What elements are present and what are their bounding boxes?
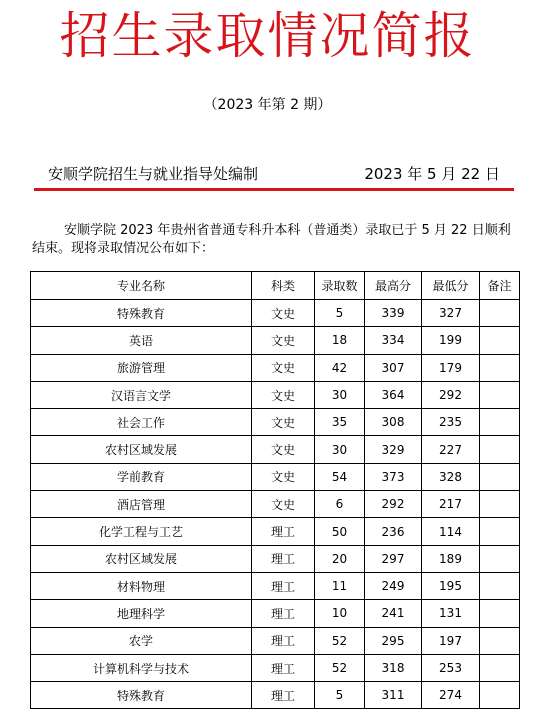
cell-remarks bbox=[480, 600, 520, 627]
table-body bbox=[31, 300, 520, 709]
issue-number: （2023 年第 2 期） bbox=[203, 97, 332, 113]
cell-admitted: 30 bbox=[315, 381, 365, 408]
table-row bbox=[31, 300, 520, 327]
table-row bbox=[31, 354, 520, 381]
table-row bbox=[31, 682, 520, 709]
cell-category: 文史 bbox=[252, 436, 315, 463]
cell-major: 社会工作 bbox=[31, 409, 252, 436]
header-min-score: 最低分 bbox=[422, 272, 480, 300]
cell-major: 特殊教育 bbox=[31, 682, 252, 709]
table-row bbox=[31, 463, 520, 490]
cell-max-score: 241 bbox=[365, 600, 422, 627]
table-row bbox=[31, 491, 520, 518]
cell-major: 材料物理 bbox=[31, 572, 252, 599]
table-row bbox=[31, 381, 520, 408]
cell-admitted: 35 bbox=[315, 409, 365, 436]
cell-admitted: 30 bbox=[315, 436, 365, 463]
cell-category: 文史 bbox=[252, 327, 315, 354]
header-major: 专业名称 bbox=[31, 272, 252, 300]
cell-min-score: 217 bbox=[422, 491, 480, 518]
cell-major: 特殊教育 bbox=[31, 300, 252, 327]
cell-max-score: 295 bbox=[365, 627, 422, 654]
cell-remarks bbox=[480, 381, 520, 408]
table-row bbox=[31, 327, 520, 354]
cell-max-score: 373 bbox=[365, 463, 422, 490]
cell-min-score: 274 bbox=[422, 682, 480, 709]
cell-category: 理工 bbox=[252, 600, 315, 627]
cell-major: 农村区域发展 bbox=[31, 545, 252, 572]
cell-remarks bbox=[480, 354, 520, 381]
cell-major: 酒店管理 bbox=[31, 491, 252, 518]
cell-max-score: 311 bbox=[365, 682, 422, 709]
table-row bbox=[31, 545, 520, 572]
cell-remarks bbox=[480, 654, 520, 681]
table-row bbox=[31, 654, 520, 681]
cell-min-score: 227 bbox=[422, 436, 480, 463]
cell-remarks bbox=[480, 436, 520, 463]
header-max-score: 最高分 bbox=[365, 272, 422, 300]
cell-major: 英语 bbox=[31, 327, 252, 354]
cell-max-score: 308 bbox=[365, 409, 422, 436]
cell-admitted: 42 bbox=[315, 354, 365, 381]
cell-max-score: 292 bbox=[365, 491, 422, 518]
cell-category: 理工 bbox=[252, 518, 315, 545]
cell-min-score: 179 bbox=[422, 354, 480, 381]
cell-min-score: 114 bbox=[422, 518, 480, 545]
table-row bbox=[31, 600, 520, 627]
cell-min-score: 199 bbox=[422, 327, 480, 354]
cell-min-score: 327 bbox=[422, 300, 480, 327]
cell-min-score: 235 bbox=[422, 409, 480, 436]
cell-max-score: 297 bbox=[365, 545, 422, 572]
cell-remarks bbox=[480, 682, 520, 709]
table-row bbox=[31, 572, 520, 599]
cell-max-score: 318 bbox=[365, 654, 422, 681]
table-header-row bbox=[31, 272, 520, 300]
cell-remarks bbox=[480, 463, 520, 490]
table-row bbox=[31, 518, 520, 545]
cell-remarks bbox=[480, 572, 520, 599]
cell-max-score: 236 bbox=[365, 518, 422, 545]
cell-admitted: 18 bbox=[315, 327, 365, 354]
cell-remarks bbox=[480, 545, 520, 572]
cell-category: 文史 bbox=[252, 409, 315, 436]
cell-category: 理工 bbox=[252, 627, 315, 654]
cell-remarks bbox=[480, 300, 520, 327]
cell-remarks bbox=[480, 409, 520, 436]
cell-admitted: 20 bbox=[315, 545, 365, 572]
cell-max-score: 249 bbox=[365, 572, 422, 599]
intro-paragraph: 安顺学院 2023 年贵州省普通专科升本科（普通类）录取已于 5 月 22 日顺利结束。现将录取情况公布如下： bbox=[32, 223, 511, 256]
table-row bbox=[31, 627, 520, 654]
admission-table bbox=[30, 271, 520, 709]
cell-admitted: 52 bbox=[315, 627, 365, 654]
cell-max-score: 334 bbox=[365, 327, 422, 354]
cell-category: 文史 bbox=[252, 354, 315, 381]
cell-max-score: 307 bbox=[365, 354, 422, 381]
report-title: 招生录取情况简报 bbox=[59, 7, 476, 65]
table-row bbox=[31, 436, 520, 463]
header-category: 科类 bbox=[252, 272, 315, 300]
cell-admitted: 5 bbox=[315, 300, 365, 327]
cell-major: 农学 bbox=[31, 627, 252, 654]
publisher-label: 安顺学院招生与就业指导处编制 bbox=[48, 165, 259, 183]
cell-admitted: 52 bbox=[315, 654, 365, 681]
cell-min-score: 197 bbox=[422, 627, 480, 654]
cell-max-score: 364 bbox=[365, 381, 422, 408]
cell-admitted: 50 bbox=[315, 518, 365, 545]
cell-major: 学前教育 bbox=[31, 463, 252, 490]
cell-max-score: 329 bbox=[365, 436, 422, 463]
publish-date: 2023 年 5 月 22 日 bbox=[364, 165, 500, 183]
cell-category: 文史 bbox=[252, 491, 315, 518]
red-divider bbox=[34, 188, 514, 191]
cell-major: 农村区域发展 bbox=[31, 436, 252, 463]
cell-category: 理工 bbox=[252, 682, 315, 709]
cell-admitted: 54 bbox=[315, 463, 365, 490]
header-admitted: 录取数 bbox=[315, 272, 365, 300]
cell-category: 理工 bbox=[252, 654, 315, 681]
cell-major: 汉语言文学 bbox=[31, 381, 252, 408]
cell-min-score: 195 bbox=[422, 572, 480, 599]
cell-min-score: 253 bbox=[422, 654, 480, 681]
cell-admitted: 10 bbox=[315, 600, 365, 627]
cell-max-score: 339 bbox=[365, 300, 422, 327]
cell-admitted: 11 bbox=[315, 572, 365, 599]
header-remarks: 备注 bbox=[480, 272, 520, 300]
cell-remarks bbox=[480, 327, 520, 354]
cell-category: 文史 bbox=[252, 381, 315, 408]
cell-category: 理工 bbox=[252, 545, 315, 572]
cell-remarks bbox=[480, 491, 520, 518]
cell-category: 文史 bbox=[252, 463, 315, 490]
cell-admitted: 6 bbox=[315, 491, 365, 518]
cell-remarks bbox=[480, 518, 520, 545]
cell-major: 计算机科学与技术 bbox=[31, 654, 252, 681]
cell-category: 文史 bbox=[252, 300, 315, 327]
cell-min-score: 292 bbox=[422, 381, 480, 408]
cell-major: 地理科学 bbox=[31, 600, 252, 627]
cell-remarks bbox=[480, 627, 520, 654]
cell-admitted: 5 bbox=[315, 682, 365, 709]
cell-min-score: 189 bbox=[422, 545, 480, 572]
cell-min-score: 131 bbox=[422, 600, 480, 627]
cell-major: 旅游管理 bbox=[31, 354, 252, 381]
table-row bbox=[31, 409, 520, 436]
cell-min-score: 328 bbox=[422, 463, 480, 490]
cell-major: 化学工程与工艺 bbox=[31, 518, 252, 545]
cell-category: 理工 bbox=[252, 572, 315, 599]
